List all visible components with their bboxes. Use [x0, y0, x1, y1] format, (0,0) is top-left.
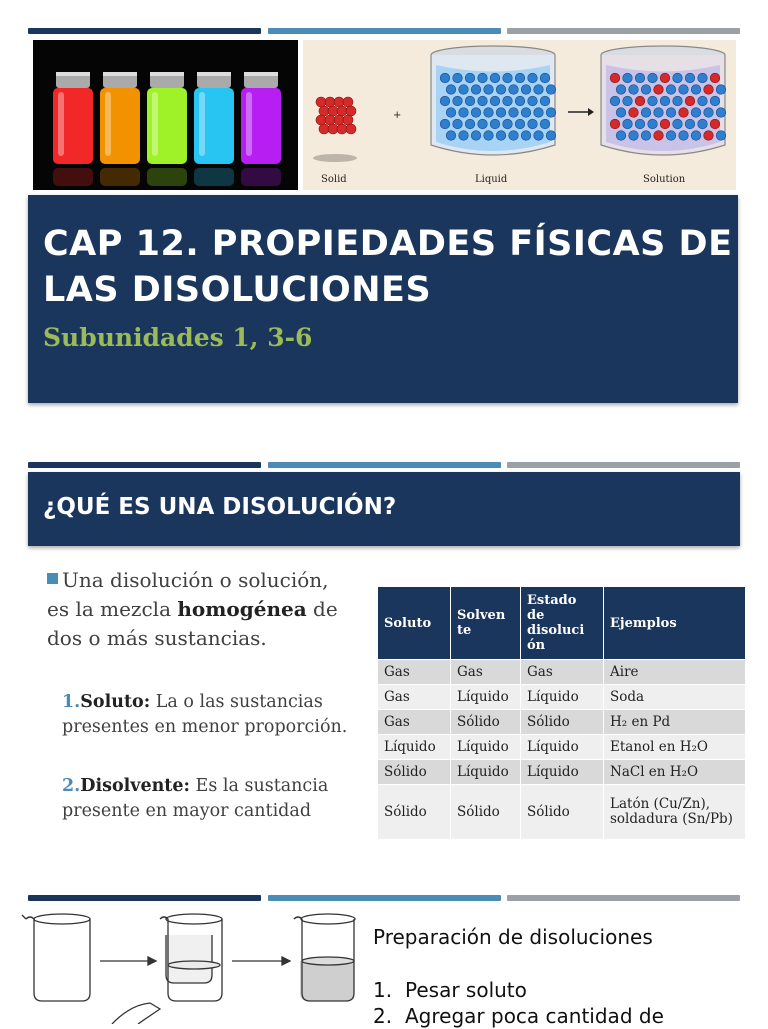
- item-term: Disolvente:: [80, 776, 190, 796]
- solution-particle: [623, 73, 633, 83]
- empty-beaker-icon: [22, 914, 90, 1001]
- liquid-particle: [503, 96, 513, 106]
- liquid-particle: [440, 119, 450, 129]
- table-cell: Líquido: [521, 760, 604, 785]
- liquid-particle: [546, 131, 556, 141]
- liquid-particle: [446, 131, 456, 141]
- solution-particle: [660, 73, 670, 83]
- liquid-particle: [540, 119, 550, 129]
- liquid-particle: [546, 108, 556, 118]
- solution-particle: [623, 119, 633, 129]
- solid-particle: [316, 115, 326, 125]
- liquid-particle: [440, 96, 450, 106]
- solid-particle: [334, 115, 344, 125]
- accent-segment-gray: [507, 28, 740, 34]
- vial: [53, 72, 93, 186]
- table-cell: Sólido: [521, 785, 604, 840]
- solid-particle: [334, 97, 344, 107]
- arrow-icon: [232, 957, 290, 965]
- solution-particle: [654, 85, 664, 95]
- solution-particle: [716, 108, 726, 118]
- solution-particle: [716, 131, 726, 141]
- accent-segment-navy: [28, 462, 261, 468]
- solution-particle: [673, 96, 683, 106]
- liquid-particle: [534, 131, 544, 141]
- table-cell: Sólido: [451, 710, 521, 735]
- solution-particle: [629, 108, 639, 118]
- accent-segment-gray: [507, 895, 740, 901]
- solution-particle: [660, 119, 670, 129]
- liquid-particle: [478, 96, 488, 106]
- table-cell: Aire: [604, 660, 746, 685]
- solution-particle: [648, 119, 658, 129]
- definition-paragraph: [47, 566, 347, 653]
- table-cell: Sólido: [378, 785, 451, 840]
- accent-segment-gray: [507, 462, 740, 468]
- list-item: [373, 1003, 664, 1029]
- liquid-particle: [515, 73, 525, 83]
- table-cell: Líquido: [521, 685, 604, 710]
- table-cell: Gas: [378, 660, 451, 685]
- liquid-particle: [509, 85, 519, 95]
- solution-particle: [716, 85, 726, 95]
- funnel-icon: [112, 1003, 160, 1024]
- table-cell: Sólido: [451, 785, 521, 840]
- vials-svg: [33, 40, 298, 190]
- liquid-particle: [453, 119, 463, 129]
- liquid-particle: [496, 131, 506, 141]
- table-cell: Gas: [451, 660, 521, 685]
- step-number: 2.: [373, 1004, 393, 1028]
- definition-bold-term: homogénea: [177, 597, 307, 621]
- liquid-particle: [465, 96, 475, 106]
- solution-particle: [710, 73, 720, 83]
- table-cell: Sólido: [521, 710, 604, 735]
- table-cell: Gas: [378, 710, 451, 735]
- solution-particle: [610, 119, 620, 129]
- solid-particle: [337, 124, 347, 134]
- table-cell: Gas: [378, 685, 451, 710]
- liquid-particle: [484, 85, 494, 95]
- solution-particle: [679, 131, 689, 141]
- solution-particle: [660, 96, 670, 106]
- solution-particle: [635, 96, 645, 106]
- liquid-particle: [546, 85, 556, 95]
- preparation-title: Preparación de disoluciones: [373, 925, 653, 949]
- solid-particle: [325, 115, 335, 125]
- table-header-row: [378, 587, 746, 660]
- table-cell: Etanol en H₂O: [604, 735, 746, 760]
- liquid-particle: [484, 108, 494, 118]
- table-row: [378, 760, 746, 785]
- liquid-particle: [446, 108, 456, 118]
- solid-particle: [316, 97, 326, 107]
- liquid-particle: [453, 96, 463, 106]
- solution-particle: [641, 131, 651, 141]
- solution-particle: [666, 108, 676, 118]
- solution-particle: [648, 73, 658, 83]
- table-cell: Gas: [521, 660, 604, 685]
- liquid-particle: [521, 131, 531, 141]
- partially-filled-beaker-icon: [160, 914, 222, 1001]
- accent-segment-blue: [268, 462, 501, 468]
- liquid-particle: [471, 108, 481, 118]
- main-title: CAP 12. PROPIEDADES FÍSICAS DE LAS DISOLUCIONES: [43, 224, 733, 310]
- solution-svg: [303, 40, 736, 190]
- liquid-particle: [534, 108, 544, 118]
- header-solvente: Solven te: [451, 587, 521, 660]
- section-header: [28, 472, 740, 546]
- solution-particle: [641, 85, 651, 95]
- table-cell: Líquido: [521, 735, 604, 760]
- plus-label: +: [393, 110, 402, 121]
- solution-particle: [623, 96, 633, 106]
- liquid-particle: [440, 73, 450, 83]
- liquid-particle: [490, 73, 500, 83]
- solution-particle: [673, 73, 683, 83]
- solution-particle: [666, 131, 676, 141]
- solid-particle: [346, 124, 356, 134]
- title-banner: [28, 195, 738, 403]
- liquid-particle: [528, 119, 538, 129]
- solid-particle: [328, 124, 338, 134]
- liquid-particle: [471, 85, 481, 95]
- solid-particle: [325, 97, 335, 107]
- table-cell: Líquido: [378, 735, 451, 760]
- vial: [147, 72, 187, 186]
- solid-shadow: [313, 154, 357, 162]
- solution-particle: [679, 108, 689, 118]
- list-item: [373, 977, 664, 1003]
- solution-beaker: [601, 46, 726, 155]
- arrow-icon: [568, 108, 594, 116]
- accent-segment-blue: [268, 895, 501, 901]
- list-item-disolvente: [62, 774, 352, 824]
- liquid-particle: [465, 73, 475, 83]
- beakers-svg: [20, 905, 365, 1024]
- solution-particle: [704, 131, 714, 141]
- solid-particle: [343, 97, 353, 107]
- step-text: Agregar poca cantidad de: [405, 1004, 664, 1028]
- solution-particle: [610, 73, 620, 83]
- solution-particle: [710, 119, 720, 129]
- liquid-particle: [496, 108, 506, 118]
- solution-particle: [629, 131, 639, 141]
- solution-particle: [654, 131, 664, 141]
- liquid-particle: [503, 73, 513, 83]
- solution-particle: [616, 131, 626, 141]
- definition-text-after: de dos o más sustancias.: [47, 597, 338, 650]
- vial: [241, 72, 281, 186]
- table-cell: Soda: [604, 685, 746, 710]
- liquid-particle: [509, 131, 519, 141]
- step-text: Pesar soluto: [405, 978, 527, 1002]
- table-cell: NaCl en H₂O: [604, 760, 746, 785]
- item-term: Soluto:: [80, 692, 151, 712]
- header-estado: Estado de disoluci ón: [521, 587, 604, 660]
- bullet-square-icon: [47, 573, 58, 584]
- accent-segment-navy: [28, 28, 261, 34]
- accent-bar-1: [28, 28, 740, 34]
- solid-particle: [337, 106, 347, 116]
- solid-particle: [328, 106, 338, 116]
- solution-particle: [666, 85, 676, 95]
- table-cell: H₂ en Pd: [604, 710, 746, 735]
- liquid-particle: [509, 108, 519, 118]
- solution-particle: [685, 96, 695, 106]
- solution-formation-figure: [303, 40, 736, 190]
- solution-particle: [616, 108, 626, 118]
- liquid-particle: [515, 96, 525, 106]
- solution-particle: [691, 108, 701, 118]
- item-desc: Es la sustancia presente en mayor cantidad: [62, 776, 329, 821]
- solution-particle: [710, 96, 720, 106]
- solution-particle: [629, 85, 639, 95]
- solution-particle: [691, 85, 701, 95]
- vial: [194, 72, 234, 186]
- solution-particle: [654, 108, 664, 118]
- liquid-particle: [521, 108, 531, 118]
- liquid-particle: [459, 131, 469, 141]
- liquid-particle: [459, 85, 469, 95]
- item-desc: La o las sustancias presentes en menor proporción.: [62, 692, 348, 737]
- table-cell: Líquido: [451, 685, 521, 710]
- solution-types-table: [378, 587, 746, 839]
- solution-particle: [685, 73, 695, 83]
- liquid-particle: [453, 73, 463, 83]
- quantum-dot-vials-image: [33, 40, 298, 190]
- table-row: [378, 685, 746, 710]
- solution-particle: [673, 119, 683, 129]
- liquid-label: Liquid: [475, 174, 508, 185]
- table-cell: Latón (Cu/Zn), soldadura (Sn/Pb): [604, 785, 746, 840]
- table-row: [378, 660, 746, 685]
- solution-particle: [685, 119, 695, 129]
- solid-particle: [319, 106, 329, 116]
- solution-particle: [698, 73, 708, 83]
- header-ejemplos: Ejemplos: [604, 587, 746, 660]
- solution-label: Solution: [643, 174, 686, 185]
- table-cell: Líquido: [451, 735, 521, 760]
- liquid-particle: [484, 131, 494, 141]
- solid-particle: [343, 115, 353, 125]
- vial: [100, 72, 140, 186]
- liquid-particle: [528, 96, 538, 106]
- solution-particle: [610, 96, 620, 106]
- solution-particle: [698, 119, 708, 129]
- solution-particle: [635, 119, 645, 129]
- table-cell: Líquido: [451, 760, 521, 785]
- accent-segment-blue: [268, 28, 501, 34]
- solid-particle: [319, 124, 329, 134]
- solution-particle: [704, 108, 714, 118]
- solution-particle: [679, 85, 689, 95]
- accent-bar-2: [28, 462, 740, 468]
- solution-particle: [641, 108, 651, 118]
- liquid-particle: [528, 73, 538, 83]
- liquid-particle: [490, 96, 500, 106]
- solid-particles: [316, 97, 356, 134]
- accent-bar-3: [28, 895, 740, 901]
- solution-particle: [704, 85, 714, 95]
- definition-text-before: Una disolución o solución, es la mezcla: [47, 568, 329, 621]
- preparation-steps: [373, 977, 664, 1029]
- table-row: [378, 735, 746, 760]
- liquid-particle: [446, 85, 456, 95]
- liquid-particle: [459, 108, 469, 118]
- liquid-particle: [496, 85, 506, 95]
- section-title: ¿QUÉ ES UNA DISOLUCIÓN?: [43, 494, 397, 520]
- item-number: 1.: [62, 692, 81, 712]
- liquid-particle: [490, 119, 500, 129]
- liquid-particle: [515, 119, 525, 129]
- liquid-particle: [503, 119, 513, 129]
- liquid-particle: [471, 131, 481, 141]
- solution-particle: [616, 85, 626, 95]
- liquid-beaker: [431, 46, 556, 155]
- solution-particle: [698, 96, 708, 106]
- solution-particle: [635, 73, 645, 83]
- accent-segment-navy: [28, 895, 261, 901]
- table-row: [378, 710, 746, 735]
- solid-particle: [346, 106, 356, 116]
- filled-beaker-icon: [294, 914, 355, 1001]
- liquid-particle: [465, 119, 475, 129]
- arrow-icon: [100, 957, 156, 965]
- liquid-particle: [478, 119, 488, 129]
- solution-particle: [691, 131, 701, 141]
- liquid-particle: [540, 73, 550, 83]
- solution-particle: [648, 96, 658, 106]
- solid-label: Solid: [321, 174, 347, 185]
- liquid-particle: [540, 96, 550, 106]
- table-row: [378, 785, 746, 840]
- liquid-particle: [521, 85, 531, 95]
- list-item-soluto: [62, 690, 352, 740]
- item-number: 2.: [62, 776, 81, 796]
- subtitle: Subunidades 1, 3-6: [43, 323, 313, 352]
- liquid-particle: [534, 85, 544, 95]
- step-number: 1.: [373, 978, 393, 1002]
- beaker-sequence-figure: [20, 905, 365, 1024]
- header-soluto: Soluto: [378, 587, 451, 660]
- liquid-particle: [478, 73, 488, 83]
- table-cell: Sólido: [378, 760, 451, 785]
